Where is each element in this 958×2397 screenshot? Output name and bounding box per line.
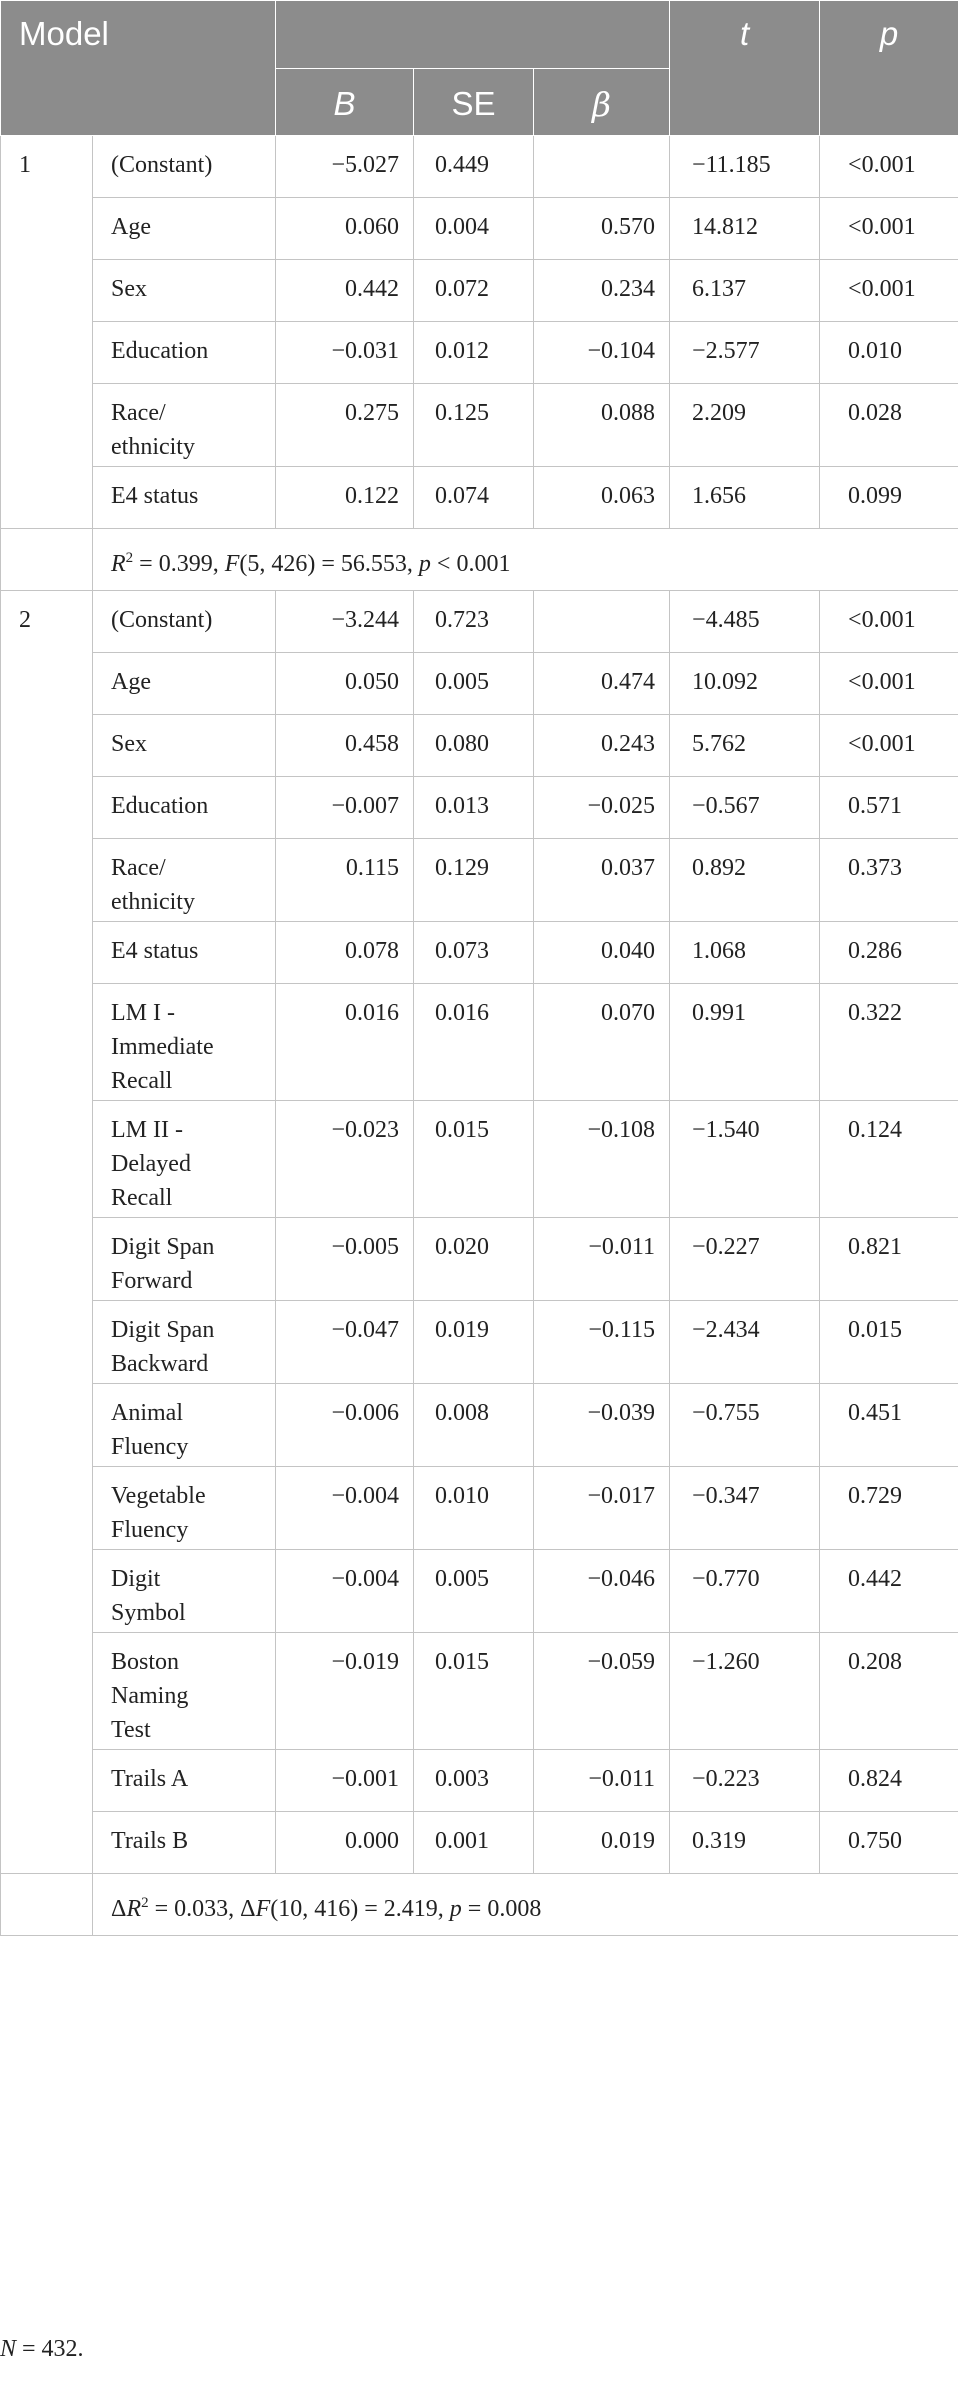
header-se: SE: [414, 69, 534, 136]
cell-b: 0.442: [276, 260, 414, 322]
cell-p: 0.028: [820, 384, 958, 467]
variable-name: Digit Symbol: [93, 1550, 276, 1633]
cell-b: −0.001: [276, 1750, 414, 1812]
cell-se: 0.012: [414, 322, 534, 384]
variable-name: Digit Span Backward: [93, 1301, 276, 1384]
table-row: [1, 1301, 958, 1384]
cell-se: 0.449: [414, 136, 534, 198]
cell-se: 0.013: [414, 777, 534, 839]
cell-p: 0.124: [820, 1101, 958, 1218]
cell-se: 0.004: [414, 198, 534, 260]
variable-name: Race/ ethnicity: [93, 384, 276, 467]
table-row: [1, 1101, 958, 1218]
variable-name: Digit Span Forward: [93, 1218, 276, 1301]
cell-p: 0.286: [820, 922, 958, 984]
table-row: [1, 984, 958, 1101]
cell-t: −0.227: [670, 1218, 820, 1301]
table-row: [1, 839, 958, 922]
table-body: [1, 136, 958, 1936]
table-row: [1, 653, 958, 715]
header-p: p: [820, 1, 958, 136]
table-row: [1, 260, 958, 322]
cell-t: 0.892: [670, 839, 820, 922]
cell-se: 0.001: [414, 1812, 534, 1874]
cell-beta: 0.040: [534, 922, 670, 984]
cell-se: 0.020: [414, 1218, 534, 1301]
table-row: [1, 1384, 958, 1467]
cell-t: 14.812: [670, 198, 820, 260]
summary-spacer: [1, 1874, 93, 1936]
cell-beta: 0.243: [534, 715, 670, 777]
cell-p: 0.571: [820, 777, 958, 839]
cell-t: −2.577: [670, 322, 820, 384]
variable-name: (Constant): [93, 136, 276, 198]
header-coefficients-group: [276, 1, 670, 69]
variable-name: Age: [93, 198, 276, 260]
variable-name: E4 status: [93, 467, 276, 529]
cell-p: <0.001: [820, 136, 958, 198]
cell-b: −3.244: [276, 591, 414, 653]
variable-name: E4 status: [93, 922, 276, 984]
cell-beta: −0.059: [534, 1633, 670, 1750]
cell-beta: 0.019: [534, 1812, 670, 1874]
cell-b: 0.115: [276, 839, 414, 922]
cell-se: 0.080: [414, 715, 534, 777]
cell-t: −0.770: [670, 1550, 820, 1633]
cell-b: −0.007: [276, 777, 414, 839]
cell-b: 0.016: [276, 984, 414, 1101]
cell-b: 0.275: [276, 384, 414, 467]
table-row: [1, 384, 958, 467]
header-t: t: [670, 1, 820, 136]
model-fit-statistics: $\Delta R^2 = 0.033$, ΔF(10, 416) = 2.419, p = 0.008: [93, 1874, 958, 1936]
variable-name: Sex: [93, 260, 276, 322]
cell-p: 0.322: [820, 984, 958, 1101]
cell-beta: −0.108: [534, 1101, 670, 1218]
cell-se: 0.015: [414, 1633, 534, 1750]
cell-b: 0.122: [276, 467, 414, 529]
cell-b: 0.050: [276, 653, 414, 715]
cell-beta: −0.017: [534, 1467, 670, 1550]
cell-se: 0.072: [414, 260, 534, 322]
variable-name: Animal Fluency: [93, 1384, 276, 1467]
cell-p: 0.451: [820, 1384, 958, 1467]
cell-beta: 0.570: [534, 198, 670, 260]
cell-beta: −0.039: [534, 1384, 670, 1467]
cell-b: −5.027: [276, 136, 414, 198]
cell-p: <0.001: [820, 260, 958, 322]
cell-beta: −0.046: [534, 1550, 670, 1633]
cell-beta: 0.088: [534, 384, 670, 467]
header-b: B: [276, 69, 414, 136]
cell-p: <0.001: [820, 591, 958, 653]
table-row: [1, 715, 958, 777]
cell-se: 0.016: [414, 984, 534, 1101]
cell-se: 0.008: [414, 1384, 534, 1467]
variable-name: Trails B: [93, 1812, 276, 1874]
table-row: [1, 591, 958, 653]
cell-t: 1.656: [670, 467, 820, 529]
cell-t: −2.434: [670, 1301, 820, 1384]
cell-b: 0.060: [276, 198, 414, 260]
table-note: N = 432.: [0, 2336, 84, 2362]
cell-beta: [534, 591, 670, 653]
cell-b: −0.004: [276, 1550, 414, 1633]
cell-se: 0.073: [414, 922, 534, 984]
table-row: [1, 1812, 958, 1874]
cell-se: 0.125: [414, 384, 534, 467]
variable-name: Vegetable Fluency: [93, 1467, 276, 1550]
cell-b: 0.000: [276, 1812, 414, 1874]
cell-p: 0.208: [820, 1633, 958, 1750]
cell-t: −0.755: [670, 1384, 820, 1467]
model-number: 2: [1, 591, 93, 1874]
cell-beta: 0.037: [534, 839, 670, 922]
variable-name: Sex: [93, 715, 276, 777]
cell-p: 0.821: [820, 1218, 958, 1301]
cell-t: 5.762: [670, 715, 820, 777]
cell-beta: −0.115: [534, 1301, 670, 1384]
variable-name: Boston Naming Test: [93, 1633, 276, 1750]
table-row: [1, 1750, 958, 1812]
cell-b: −0.004: [276, 1467, 414, 1550]
cell-p: 0.373: [820, 839, 958, 922]
variable-name: Education: [93, 777, 276, 839]
cell-t: −11.185: [670, 136, 820, 198]
model-summary-row: [1, 1874, 958, 1936]
model-fit-statistics: $R^2 = 0.399$, F(5, 426) = 56.553, p < 0.001: [93, 529, 958, 591]
cell-se: 0.015: [414, 1101, 534, 1218]
cell-p: 0.824: [820, 1750, 958, 1812]
cell-p: 0.099: [820, 467, 958, 529]
cell-p: <0.001: [820, 715, 958, 777]
cell-p: 0.750: [820, 1812, 958, 1874]
cell-beta: 0.474: [534, 653, 670, 715]
cell-beta: −0.025: [534, 777, 670, 839]
variable-name: Race/ ethnicity: [93, 839, 276, 922]
cell-t: −0.347: [670, 1467, 820, 1550]
cell-b: 0.458: [276, 715, 414, 777]
cell-t: 2.209: [670, 384, 820, 467]
cell-se: 0.003: [414, 1750, 534, 1812]
cell-t: 1.068: [670, 922, 820, 984]
cell-b: −0.019: [276, 1633, 414, 1750]
table-row: [1, 1550, 958, 1633]
cell-b: −0.006: [276, 1384, 414, 1467]
cell-b: −0.023: [276, 1101, 414, 1218]
model-summary-row: [1, 529, 958, 591]
table-row: [1, 322, 958, 384]
cell-se: 0.019: [414, 1301, 534, 1384]
cell-b: 0.078: [276, 922, 414, 984]
cell-beta: 0.070: [534, 984, 670, 1101]
variable-name: Trails A: [93, 1750, 276, 1812]
cell-se: 0.723: [414, 591, 534, 653]
cell-t: −0.567: [670, 777, 820, 839]
table-row: [1, 777, 958, 839]
variable-name: (Constant): [93, 591, 276, 653]
summary-spacer: [1, 529, 93, 591]
cell-p: <0.001: [820, 198, 958, 260]
cell-t: −0.223: [670, 1750, 820, 1812]
cell-beta: [534, 136, 670, 198]
cell-b: −0.047: [276, 1301, 414, 1384]
variable-name: LM I - Immediate Recall: [93, 984, 276, 1101]
cell-beta: −0.011: [534, 1750, 670, 1812]
cell-beta: −0.104: [534, 322, 670, 384]
cell-p: 0.729: [820, 1467, 958, 1550]
variable-name: Education: [93, 322, 276, 384]
table-header: [1, 1, 958, 136]
cell-se: 0.005: [414, 1550, 534, 1633]
cell-t: 10.092: [670, 653, 820, 715]
cell-t: −4.485: [670, 591, 820, 653]
table-row: [1, 198, 958, 260]
table-row: [1, 1467, 958, 1550]
table-row: [1, 922, 958, 984]
cell-se: 0.010: [414, 1467, 534, 1550]
variable-name: Age: [93, 653, 276, 715]
cell-beta: 0.234: [534, 260, 670, 322]
cell-beta: −0.011: [534, 1218, 670, 1301]
cell-se: 0.129: [414, 839, 534, 922]
cell-p: 0.010: [820, 322, 958, 384]
header-model: Model: [1, 1, 276, 136]
cell-p: 0.015: [820, 1301, 958, 1384]
table-row: [1, 467, 958, 529]
cell-p: <0.001: [820, 653, 958, 715]
cell-t: 0.319: [670, 1812, 820, 1874]
cell-se: 0.074: [414, 467, 534, 529]
cell-se: 0.005: [414, 653, 534, 715]
table-row: [1, 1633, 958, 1750]
cell-t: −1.260: [670, 1633, 820, 1750]
model-number: 1: [1, 136, 93, 529]
variable-name: LM II - Delayed Recall: [93, 1101, 276, 1218]
cell-t: 6.137: [670, 260, 820, 322]
cell-t: −1.540: [670, 1101, 820, 1218]
table-row: [1, 136, 958, 198]
cell-beta: 0.063: [534, 467, 670, 529]
cell-t: 0.991: [670, 984, 820, 1101]
table-row: [1, 1218, 958, 1301]
cell-p: 0.442: [820, 1550, 958, 1633]
cell-b: −0.031: [276, 322, 414, 384]
header-beta: β: [534, 69, 670, 136]
cell-b: −0.005: [276, 1218, 414, 1301]
